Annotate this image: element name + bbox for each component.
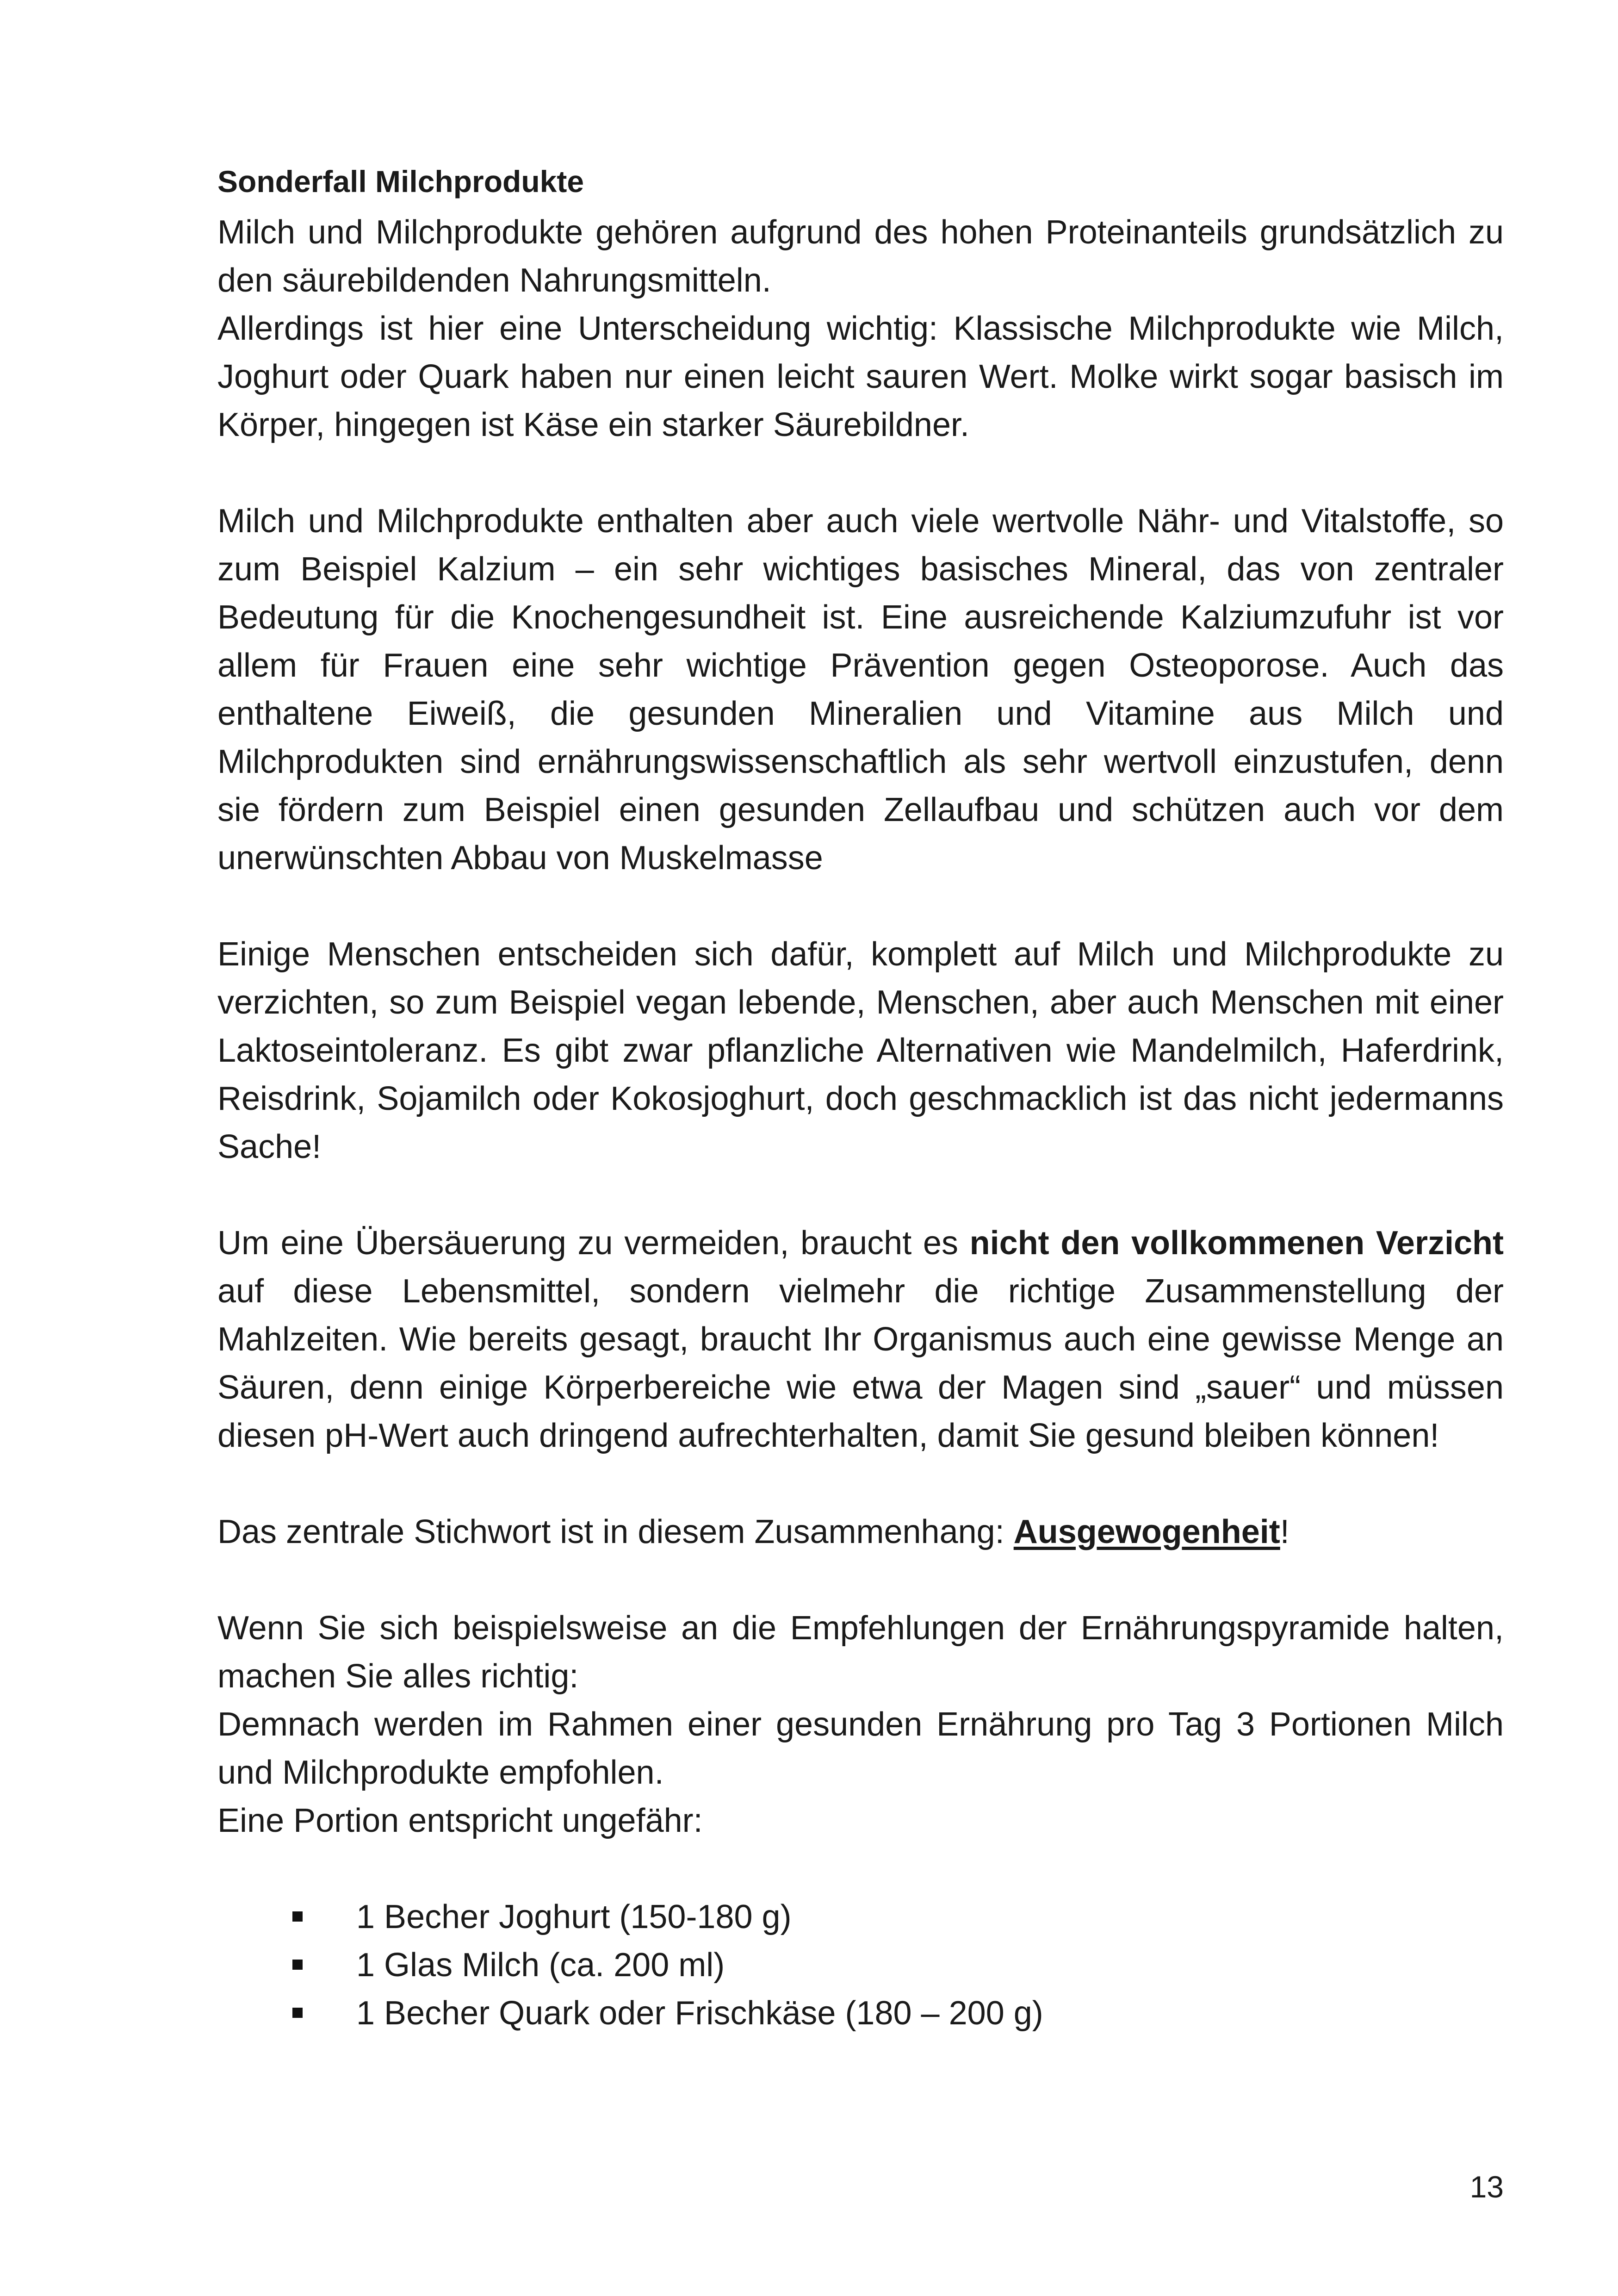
paragraph-spacer	[217, 1171, 1504, 1219]
list-item	[217, 1989, 1504, 2037]
paragraph-3: Milch und Milchprodukte enthalten aber auch viele wertvolle Nähr- und Vitalstoffe, so zum Beispiel Kalzium – ein sehr wichtiges basisches Mineral, das von zentraler Bedeutung für die Knochengesundheit ist. Eine ausreichende Kalziumzufuhr ist vor allem für Frauen eine sehr wichtige Prävention gegen Osteoporose. Auch das enthaltene Eiweiß, die gesunden Mineralien und Vitamine aus Milch und Milchprodukten sind ernährungswissenschaftlich als sehr wertvoll einzustufen, denn sie fördern zum Beispiel einen gesunden Zellaufbau und schützen auch vor dem unerwünschten Abbau von Muskelmasse	[217, 503, 1504, 877]
paragraph-spacer	[217, 1460, 1504, 1508]
paragraph-5-text-after: auf diese Lebensmittel, sondern vielmehr die richtige Zusammenstellung der Mahlzeiten. Wie bereits gesagt, braucht Ihr Organismus auch eine gewisse Menge an Säuren, denn einige Körperbereiche wie etwa der Magen sind „sauer“ und müssen diesen pH-Wert auch dringend aufrechterhalten, damit Sie gesund bleiben können!	[217, 1273, 1504, 1454]
page-content	[217, 157, 1504, 2037]
paragraph-7: Wenn Sie sich beispielsweise an die Empfehlungen der Ernährungspyramide halten, machen Sie alles richtig:	[217, 1610, 1504, 1695]
section-heading: Sonderfall Milchprodukte	[217, 164, 584, 199]
keyword-balance: Ausgewogenheit	[1013, 1513, 1280, 1550]
paragraph-2: Allerdings ist hier eine Unterscheidung wichtig: Klassische Milchprodukte wie Milch, Joghurt oder Quark haben nur einen leicht sauren Wert. Molke wirkt sogar basisch im Körper, hingegen ist Käse ein starker Säurebildner.	[217, 310, 1504, 443]
square-bullet-icon	[292, 2008, 303, 2018]
paragraph-8: Demnach werden im Rahmen einer gesunden Ernährung pro Tag 3 Portionen Milch und Milchprodukte empfohlen.	[217, 1706, 1504, 1791]
paragraph-1: Milch und Milchprodukte gehören aufgrund des hohen Proteinanteils grundsätzlich zu den säurebildenden Nahrungsmitteln.	[217, 214, 1504, 299]
list-item-text: 1 Becher Joghurt (150-180 g)	[356, 1898, 792, 1935]
paragraph-spacer	[217, 1845, 1504, 1893]
page-number: 13	[1469, 2170, 1504, 2204]
paragraph-5-text-before: Um eine Übersäuerung zu vermeiden, braucht es	[217, 1225, 970, 1262]
list-item	[217, 1893, 1504, 1941]
paragraph-4: Einige Menschen entscheiden sich dafür, komplett auf Milch und Milchprodukte zu verzichten, so zum Beispiel vegan lebende, Menschen, aber auch Menschen mit einer Laktoseintoleranz. Es gibt zwar pflanzliche Alternativen wie Mandelmilch, Haferdrink, Reisdrink, Sojamilch oder Kokosjoghurt, doch geschmacklich ist das nicht jedermanns Sache!	[217, 936, 1504, 1165]
paragraph-6-text-after: !	[1280, 1513, 1289, 1550]
list-item-text: 1 Glas Milch (ca. 200 ml)	[356, 1947, 725, 1984]
paragraph-9: Eine Portion entspricht ungefähr:	[217, 1802, 703, 1839]
list-item	[217, 1941, 1504, 1989]
paragraph-spacer	[217, 1556, 1504, 1604]
square-bullet-icon	[292, 1911, 303, 1922]
portion-list	[217, 1893, 1504, 2037]
paragraph-6	[217, 1508, 1504, 1556]
paragraph-spacer	[217, 882, 1504, 930]
paragraph-spacer	[217, 449, 1504, 497]
paragraph-5	[217, 1219, 1504, 1460]
list-item-text: 1 Becher Quark oder Frischkäse (180 – 200 g)	[356, 1995, 1043, 2032]
paragraph-6-text-before: Das zentrale Stichwort ist in diesem Zusammenhang:	[217, 1513, 1014, 1550]
square-bullet-icon	[292, 1960, 303, 1970]
emphasis-no-full-abstinence: nicht den vollkommenen Verzicht	[969, 1225, 1504, 1262]
